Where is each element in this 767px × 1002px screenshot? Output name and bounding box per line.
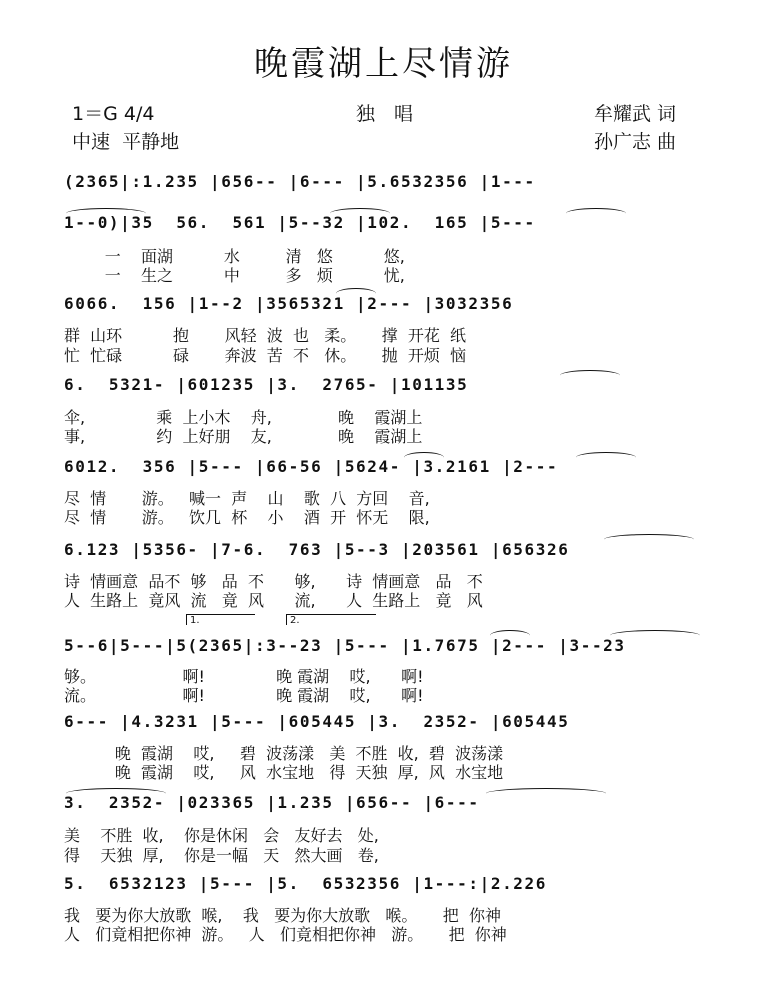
slur-mark (490, 630, 530, 641)
lyric-verse-1: 够。 啊! 晚 霞湖 哎, 啊! (64, 667, 424, 684)
score-line (64, 294, 700, 316)
score-line (64, 712, 700, 734)
slur-mark (66, 788, 166, 799)
second-ending-bracket: 2. (286, 614, 376, 625)
lyric-verse-1: 一 面湖 水 清 悠 悠, (64, 247, 405, 264)
lyric-verse-2: 事, 约 上好朋 友, 晚 霞湖上 (64, 427, 423, 444)
jianpu-notes: 6012. 356 |5--- |66-56 |5624- |3.2161 |2--- (64, 457, 559, 476)
lyric-verse-1: 我 要为你大放歌 喉, 我 要为你大放歌 喉。 把 你神 (64, 906, 501, 923)
lyric-verse-2: 晚 霞湖 哎, 风 水宝地 得 天独 厚, 风 水宝地 (64, 763, 504, 780)
lyric-verse-2: 忙 忙碌 碌 奔波 苦 不 休。 抛 开烦 恼 (64, 346, 467, 363)
jianpu-notes: 1--0)|35 56. 561 |5--32 |102. 165 |5--- (64, 213, 536, 232)
composer-credit: 孙广志 曲 (594, 131, 677, 153)
key-signature: 1＝G 4/4 (72, 103, 155, 125)
jianpu-notes: 6--- |4.3231 |5--- |605445 |3. 2352- |605445 (64, 712, 570, 731)
lyric-verse-1: 美 不胜 收, 你是休闲 会 友好去 处, (64, 826, 379, 843)
slur-mark (336, 288, 376, 299)
lyric-verse-1: 群 山环 抱 风轻 波 也 柔。 撑 开花 纸 (64, 326, 467, 343)
score-line (64, 636, 700, 658)
lyricist-credit: 牟耀武 词 (594, 103, 677, 125)
lyric-verse-1: 诗 情画意 品不 够 品 不 够, 诗 情画意 品 不 (64, 572, 483, 589)
song-title: 晚霞湖上尽情游 (254, 44, 513, 84)
slur-mark (566, 208, 626, 219)
lyric-verse-2: 得 天独 厚, 你是一幅 天 然大画 卷, (64, 846, 379, 863)
performance-mode: 独 唱 (356, 103, 414, 125)
jianpu-notes: 5. 6532123 |5--- |5. 6532356 |1---:|2.226 (64, 874, 548, 893)
slur-mark (66, 208, 146, 219)
lyric-verse-2: 尽 情 游。 饮几 杯 小 酒 开 怀无 限, (64, 508, 430, 525)
slur-mark (404, 452, 444, 463)
tempo-marking: 中速 平静地 (72, 131, 180, 153)
lyric-verse-1: 晚 霞湖 哎, 碧 波荡漾 美 不胜 收, 碧 波荡漾 (64, 744, 504, 761)
jianpu-notes: 6. 5321- |601235 |3. 2765- |101135 (64, 375, 469, 394)
slur-mark (560, 370, 620, 381)
lyric-verse-1: 伞, 乘 上小木 舟, 晚 霞湖上 (64, 408, 423, 425)
jianpu-notes: 5--6|5---|5(2365|:3--23 |5--- |1.7675 |2--- |3--23 (64, 636, 626, 655)
lyric-verse-1: 尽 情 游。 喊一 声 山 歌 八 方回 音, (64, 489, 430, 506)
lyric-verse-2: 流。 啊! 晚 霞湖 哎, 啊! (64, 686, 424, 703)
jianpu-notes: 3. 2352- |023365 |1.235 |656-- |6--- (64, 793, 480, 812)
jianpu-notes: 6066. 156 |1--2 |3565321 |2--- |3032356 (64, 294, 514, 313)
lyric-verse-2: 一 生之 中 多 烦 忧, (64, 266, 405, 283)
jianpu-notes: (2365|:1.235 |656-- |6--- |5.6532356 |1--- (64, 172, 536, 191)
score-line (64, 172, 700, 194)
first-ending-bracket: 1. (186, 614, 255, 625)
score-line (64, 874, 700, 896)
slur-mark (330, 208, 390, 219)
slur-mark (610, 630, 700, 641)
lyric-verse-2: 人 生路上 竟风 流 竟 风 流, 人 生路上 竟 风 (64, 591, 483, 608)
slur-mark (486, 788, 606, 799)
jianpu-notes: 6.123 |5356- |7-6. 763 |5--3 |203561 |656326 (64, 540, 570, 559)
slur-mark (604, 534, 694, 545)
slur-mark (576, 452, 636, 463)
lyric-verse-2: 人 们竟相把你神 游。 人 们竟相把你神 游。 把 你神 (64, 925, 507, 942)
